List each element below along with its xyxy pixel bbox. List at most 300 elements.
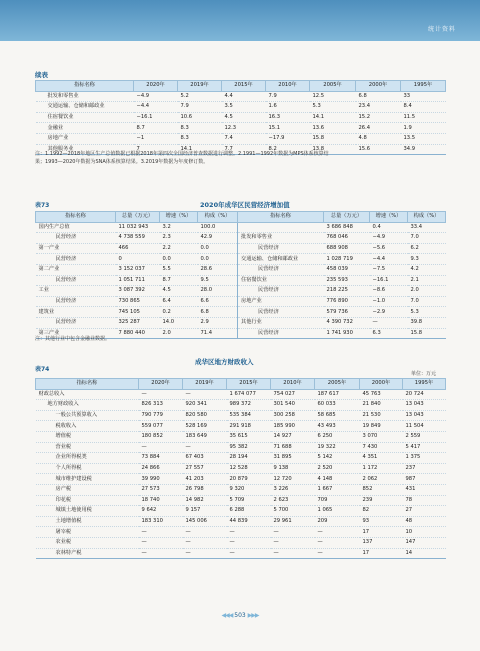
- table-cell: 71.4: [198, 328, 238, 339]
- continued-table: [35, 80, 446, 155]
- table-cell: 企业所得税类: [36, 453, 139, 464]
- table-cell: 291 918: [227, 421, 271, 432]
- table-cell: −5.6: [370, 243, 408, 254]
- table-cell: 17: [360, 548, 403, 559]
- table-cell: 2 559: [403, 431, 446, 442]
- table-cell: 批发和零售业: [36, 91, 134, 102]
- table-cell: 730 865: [116, 296, 160, 307]
- table-cell: —: [370, 317, 408, 328]
- table-cell: 776 890: [324, 296, 370, 307]
- table-row: [36, 133, 446, 144]
- table-cell: 4 351: [360, 453, 403, 464]
- table-cell: 房产税: [36, 484, 139, 495]
- table-cell: −8.6: [370, 286, 408, 297]
- table-cell: 交通运输、仓储和邮政业: [36, 102, 134, 113]
- column-header: 总量（万元）: [116, 212, 160, 223]
- table-row: [36, 112, 446, 123]
- table-cell: 税收收入: [36, 421, 139, 432]
- table-cell: 2.0: [408, 286, 446, 297]
- table-cell: 3 070: [360, 431, 403, 442]
- table-cell: 房地产业: [36, 133, 134, 144]
- table-cell: 10.6: [178, 112, 222, 123]
- table-cell: 15.2: [356, 112, 401, 123]
- table-cell: —: [139, 442, 183, 453]
- table-row: [36, 317, 446, 328]
- table-cell: 29 961: [271, 516, 315, 527]
- table-cell: 13.8: [310, 144, 356, 155]
- table-cell: 第一产业: [36, 243, 116, 254]
- table-cell: 0.0: [160, 254, 198, 265]
- table-row: [36, 233, 446, 244]
- table-cell: 其他服务业: [36, 144, 134, 155]
- table-row: [36, 463, 446, 474]
- column-header: 2020年: [134, 81, 178, 92]
- column-header: 指标名称: [36, 379, 139, 390]
- table-cell: −17.9: [266, 133, 310, 144]
- table-cell: 7.0: [408, 233, 446, 244]
- column-header: 总量（万元）: [324, 212, 370, 223]
- table-cell: 4.8: [356, 133, 401, 144]
- table-cell: −16.1: [134, 112, 178, 123]
- table-cell: 民营经济: [238, 243, 324, 254]
- table-cell: 1 172: [360, 463, 403, 474]
- column-header: 2015年: [222, 81, 266, 92]
- table-cell: 458 039: [324, 264, 370, 275]
- table-cell: 批发和零售业: [238, 233, 324, 244]
- table-cell: 15.8: [408, 328, 446, 339]
- table-cell: 14 927: [271, 431, 315, 442]
- table-cell: 1.9: [401, 123, 446, 134]
- table-cell: 28 194: [227, 453, 271, 464]
- running-title: 统计资料: [427, 26, 456, 33]
- table-cell: 7 430: [360, 442, 403, 453]
- table-row: [36, 91, 446, 102]
- column-header: 2010年: [271, 379, 315, 390]
- table-cell: 5 142: [315, 453, 360, 464]
- table-cell: 营业税: [36, 442, 139, 453]
- table-cell: 218 225: [324, 286, 370, 297]
- column-header: 2005年: [315, 379, 360, 390]
- table-row: [36, 264, 446, 275]
- table-cell: 城镇土地使用税: [36, 506, 139, 517]
- table-cell: 13.6: [310, 123, 356, 134]
- table-row: [36, 548, 446, 559]
- table-cell: 交通运输、仓储和邮政业: [238, 254, 324, 265]
- table-cell: 12.5: [310, 91, 356, 102]
- table-cell: 82: [360, 506, 403, 517]
- table-cell: 100.0: [198, 222, 238, 233]
- table-cell: 住宿餐饮业: [238, 275, 324, 286]
- table-cell: 农林特产税: [36, 548, 139, 559]
- table-74-unit: 单位：万元: [411, 371, 437, 377]
- table-cell: 房地产业: [238, 296, 324, 307]
- table-cell: 10: [403, 527, 446, 538]
- table-cell: 19 322: [315, 442, 360, 453]
- table-row: [36, 222, 446, 233]
- table-cell: 6.6: [198, 296, 238, 307]
- table-cell: 239: [360, 495, 403, 506]
- table-cell: 73 884: [139, 453, 183, 464]
- table-cell: 8.2: [266, 144, 310, 155]
- table-row: [36, 400, 446, 411]
- table-cell: 989 372: [227, 400, 271, 411]
- table-cell: 4.2: [408, 264, 446, 275]
- table-cell: 13.5: [401, 133, 446, 144]
- table-cell: —: [139, 537, 183, 548]
- table-cell: 12.3: [222, 123, 266, 134]
- table-cell: 579 736: [324, 307, 370, 318]
- column-header: 增速（%）: [370, 212, 408, 223]
- table-cell: 27 573: [139, 484, 183, 495]
- table-cell: 826 313: [139, 400, 183, 411]
- table-cell: 9 320: [227, 484, 271, 495]
- table-cell: 12 720: [271, 474, 315, 485]
- table-cell: 6.4: [160, 296, 198, 307]
- table-cell: 第三产业: [36, 328, 116, 339]
- table-cell: 城市维护建设税: [36, 474, 139, 485]
- table-cell: 14 982: [183, 495, 227, 506]
- table-cell: 8.3: [178, 133, 222, 144]
- table-cell: 11 032 943: [116, 222, 160, 233]
- header-band: [0, 0, 480, 41]
- table-cell: 9 157: [183, 506, 227, 517]
- table-cell: 71 688: [271, 442, 315, 453]
- table-cell: —: [183, 442, 227, 453]
- table-row: [36, 123, 446, 134]
- table-cell: 8.4: [401, 102, 446, 113]
- table-cell: 0.4: [370, 222, 408, 233]
- table-cell: —: [183, 527, 227, 538]
- table-cell: 48: [403, 516, 446, 527]
- table-cell: 21 840: [360, 400, 403, 411]
- table-row: [36, 254, 446, 265]
- table-cell: 39 990: [139, 474, 183, 485]
- table-cell: 民营经济: [36, 296, 116, 307]
- table-74: [35, 378, 446, 559]
- table-cell: 18 740: [139, 495, 183, 506]
- column-header: 指标名称: [36, 212, 116, 223]
- table-cell: —: [183, 537, 227, 548]
- table-73-number: 表73: [35, 202, 50, 209]
- table-cell: 688 908: [324, 243, 370, 254]
- table-cell: 3 686 848: [324, 222, 370, 233]
- table-74-number: 表74: [35, 366, 50, 373]
- table-cell: —: [183, 548, 227, 559]
- table-cell: 180 852: [139, 431, 183, 442]
- table-cell: 559 077: [139, 421, 183, 432]
- table-cell: 民营经济: [238, 264, 324, 275]
- table-cell: 1 741 930: [324, 328, 370, 339]
- table-cell: 6.3: [370, 328, 408, 339]
- table-cell: 185 990: [271, 421, 315, 432]
- table-cell: 466: [116, 243, 160, 254]
- table-73-note: 注：其他行业中包含金融业数据。: [35, 336, 111, 342]
- table-cell: 9.5: [198, 275, 238, 286]
- table-cell: 15.1: [266, 123, 310, 134]
- table-cell: 2.1: [408, 275, 446, 286]
- table-cell: 0.0: [198, 254, 238, 265]
- table-cell: 6 288: [227, 506, 271, 517]
- table-74-title: 成华区地方财政收入: [195, 358, 254, 366]
- table-cell: 45 763: [360, 389, 403, 400]
- table-row: [36, 537, 446, 548]
- table-cell: 33.4: [408, 222, 446, 233]
- table-cell: 2 062: [360, 474, 403, 485]
- table-cell: 财政总收入: [36, 389, 139, 400]
- table-row: [36, 243, 446, 254]
- table-cell: 4 390 732: [324, 317, 370, 328]
- table-cell: 国内生产总值: [36, 222, 116, 233]
- table-cell: 183 310: [139, 516, 183, 527]
- table-cell: 7: [134, 144, 178, 155]
- table-cell: —: [271, 527, 315, 538]
- table-cell: 土地增值税: [36, 516, 139, 527]
- table-cell: 920 341: [183, 400, 227, 411]
- table-cell: —: [315, 527, 360, 538]
- page-number-left-ornament: ◀◀◀: [221, 612, 233, 619]
- table-cell: 24 866: [139, 463, 183, 474]
- table-cell: 78: [403, 495, 446, 506]
- table-cell: 7.9: [178, 102, 222, 113]
- table-cell: 5 700: [271, 506, 315, 517]
- table-cell: 印花税: [36, 495, 139, 506]
- table-cell: 790 779: [139, 410, 183, 421]
- table-cell: 13 043: [403, 410, 446, 421]
- table-cell: 15.6: [356, 144, 401, 155]
- column-header: 2019年: [183, 379, 227, 390]
- table-cell: 67 403: [183, 453, 227, 464]
- table-cell: 301 540: [271, 400, 315, 411]
- table-cell: −4.9: [370, 233, 408, 244]
- table-row: [36, 474, 446, 485]
- table-row: [36, 296, 446, 307]
- table-cell: 237: [403, 463, 446, 474]
- column-header: 2019年: [178, 81, 222, 92]
- table-cell: 28.6: [198, 264, 238, 275]
- table-cell: 5.5: [160, 264, 198, 275]
- table-cell: 1 065: [315, 506, 360, 517]
- table-cell: 39.8: [408, 317, 446, 328]
- table-cell: 137: [360, 537, 403, 548]
- table-cell: 6 250: [315, 431, 360, 442]
- table-cell: 8.7: [134, 123, 178, 134]
- table-cell: −1: [134, 133, 178, 144]
- table-cell: 0.2: [160, 307, 198, 318]
- table-cell: 20 724: [403, 389, 446, 400]
- table-cell: 9.3: [408, 254, 446, 265]
- column-header: 2020年: [139, 379, 183, 390]
- table-cell: 34.9: [401, 144, 446, 155]
- table-row: [36, 495, 446, 506]
- table-row: [36, 286, 446, 297]
- table-cell: 26 798: [183, 484, 227, 495]
- table-cell: 26.4: [356, 123, 401, 134]
- table-cell: 709: [315, 495, 360, 506]
- table-cell: 第二产业: [36, 264, 116, 275]
- table-cell: 147: [403, 537, 446, 548]
- table-cell: 2 520: [315, 463, 360, 474]
- table-cell: 300 258: [271, 410, 315, 421]
- table-cell: 4.5: [160, 286, 198, 297]
- table-cell: −4.4: [134, 102, 178, 113]
- table-cell: 13 043: [403, 400, 446, 411]
- column-header: 增速（%）: [160, 212, 198, 223]
- table-cell: 33: [401, 91, 446, 102]
- table-cell: —: [227, 537, 271, 548]
- page-number-right-ornament: ▶▶▶: [247, 612, 259, 619]
- column-header: 2000年: [360, 379, 403, 390]
- table-cell: 535 384: [227, 410, 271, 421]
- table-cell: —: [227, 548, 271, 559]
- table-cell: 35 615: [227, 431, 271, 442]
- header-row: [36, 379, 446, 390]
- table-cell: 41 203: [183, 474, 227, 485]
- table-cell: 325 287: [116, 317, 160, 328]
- table-row: [36, 410, 446, 421]
- table-cell: 民营经济: [238, 286, 324, 297]
- table-cell: 7.4: [222, 133, 266, 144]
- table-cell: 1.6: [266, 102, 310, 113]
- table-row: [36, 431, 446, 442]
- table-73-title: 2020年成华区民营经济增加值: [200, 201, 290, 209]
- continued-notes: [35, 150, 447, 166]
- table-cell: [238, 222, 324, 233]
- table-cell: 528 169: [183, 421, 227, 432]
- table-cell: 4 148: [315, 474, 360, 485]
- table-cell: 7.7: [222, 144, 266, 155]
- table-cell: −4.9: [134, 91, 178, 102]
- table-cell: 1 667: [315, 484, 360, 495]
- table-cell: 431: [403, 484, 446, 495]
- column-header: 构成（%）: [408, 212, 446, 223]
- table-cell: 4 738 559: [116, 233, 160, 244]
- column-header: 指标名称: [36, 81, 134, 92]
- table-cell: 4.5: [222, 112, 266, 123]
- table-cell: −16.1: [370, 275, 408, 286]
- table-row: [36, 484, 446, 495]
- column-header: 指标名称: [238, 212, 324, 223]
- column-header: 1995年: [403, 379, 446, 390]
- table-row: [36, 389, 446, 400]
- table-row: [36, 506, 446, 517]
- table-cell: −2.9: [370, 307, 408, 318]
- page-number: [190, 612, 290, 619]
- table-cell: 14: [403, 548, 446, 559]
- table-cell: 20 879: [227, 474, 271, 485]
- table-cell: 民营经济: [36, 317, 116, 328]
- table-cell: 754 027: [271, 389, 315, 400]
- table-cell: 民营经济: [238, 307, 324, 318]
- table-cell: 工业: [36, 286, 116, 297]
- table-cell: —: [139, 527, 183, 538]
- table-cell: 209: [315, 516, 360, 527]
- table-cell: 民营经济: [36, 254, 116, 265]
- table-cell: 27 557: [183, 463, 227, 474]
- table-cell: 6.8: [356, 91, 401, 102]
- column-header: 构成（%）: [198, 212, 238, 223]
- table-cell: 一般公共预算收入: [36, 410, 139, 421]
- table-cell: 6.2: [408, 243, 446, 254]
- table-cell: 42.9: [198, 233, 238, 244]
- table-cell: 1 028 719: [324, 254, 370, 265]
- continued-note-line-1: 注：1.1992—2018年地区生产总值数据已根据2018年第四次全国经济普查数据进行调整。2.1991—1992年数据为MPS体系核算结: [35, 151, 329, 157]
- table-cell: 19 849: [360, 421, 403, 432]
- table-cell: −4.4: [370, 254, 408, 265]
- table-cell: 个人所得税: [36, 463, 139, 474]
- header-row: [36, 212, 446, 223]
- table-cell: —: [139, 548, 183, 559]
- table-73: [35, 211, 446, 339]
- table-cell: 农业税: [36, 537, 139, 548]
- table-cell: —: [271, 548, 315, 559]
- table-cell: 235 593: [324, 275, 370, 286]
- table-cell: 5.3: [408, 307, 446, 318]
- table-cell: −7.5: [370, 264, 408, 275]
- table-cell: 145 006: [183, 516, 227, 527]
- table-cell: 23.4: [356, 102, 401, 113]
- table-cell: 28.0: [198, 286, 238, 297]
- table-cell: 1 375: [403, 453, 446, 464]
- table-cell: 12 528: [227, 463, 271, 474]
- table-cell: 增值税: [36, 431, 139, 442]
- table-cell: 3 087 392: [116, 286, 160, 297]
- table-cell: 11 504: [403, 421, 446, 432]
- table-cell: 3.5: [222, 102, 266, 113]
- table-cell: 9 138: [271, 463, 315, 474]
- table-cell: 0.0: [198, 243, 238, 254]
- table-row: [36, 102, 446, 113]
- table-cell: 31 895: [271, 453, 315, 464]
- table-cell: —: [315, 537, 360, 548]
- table-cell: 15.8: [310, 133, 356, 144]
- table-cell: 60 033: [315, 400, 360, 411]
- table-cell: 5.3: [310, 102, 356, 113]
- table-cell: 8.7: [160, 275, 198, 286]
- table-cell: 3.2: [160, 222, 198, 233]
- table-row: [36, 516, 446, 527]
- page-number-text: 503: [234, 612, 246, 619]
- table-cell: —: [227, 527, 271, 538]
- table-cell: 地方财政收入: [36, 400, 139, 411]
- table-cell: 21 530: [360, 410, 403, 421]
- table-cell: 7.9: [266, 91, 310, 102]
- table-cell: 住宿餐饮业: [36, 112, 134, 123]
- table-cell: —: [139, 389, 183, 400]
- table-cell: 5.2: [178, 91, 222, 102]
- table-cell: 43 493: [315, 421, 360, 432]
- table-cell: 其他行业: [238, 317, 324, 328]
- table-cell: 5 417: [403, 442, 446, 453]
- table-row: [36, 275, 446, 286]
- table-cell: 建筑业: [36, 307, 116, 318]
- table-row: [36, 442, 446, 453]
- column-header: 2010年: [266, 81, 310, 92]
- table-cell: 1 674 077: [227, 389, 271, 400]
- table-cell: —: [271, 537, 315, 548]
- table-cell: 屠宰税: [36, 527, 139, 538]
- table-cell: −1.0: [370, 296, 408, 307]
- table-cell: 5 709: [227, 495, 271, 506]
- table-cell: 44 839: [227, 516, 271, 527]
- table-cell: 民营经济: [36, 275, 116, 286]
- table-cell: 民营经济: [36, 233, 116, 244]
- table-cell: 768 046: [324, 233, 370, 244]
- column-header: 2005年: [310, 81, 356, 92]
- table-cell: 27: [403, 506, 446, 517]
- header-row: [36, 81, 446, 92]
- table-cell: 金融业: [36, 123, 134, 134]
- table-cell: 7.0: [408, 296, 446, 307]
